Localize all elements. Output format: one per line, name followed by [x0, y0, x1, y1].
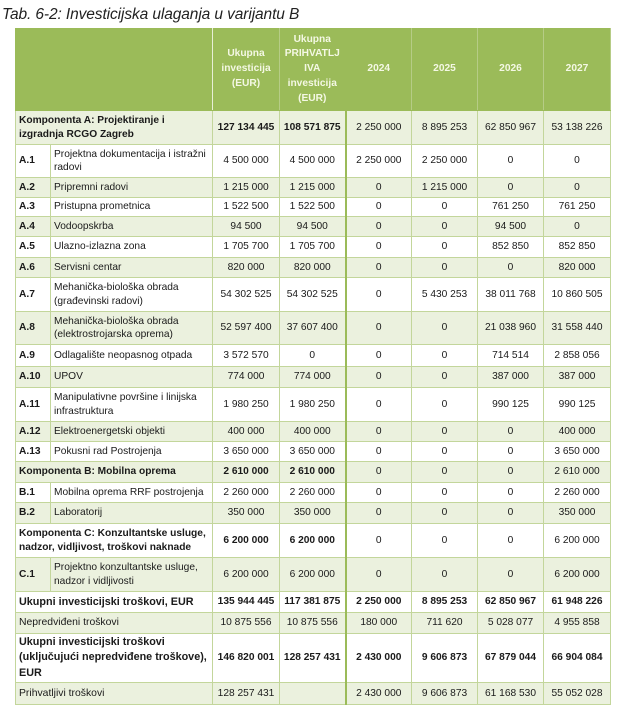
table-row — [16, 258, 611, 278]
item-code: A.9 — [16, 345, 51, 367]
cell-2025: 0 — [412, 345, 478, 367]
table-row — [16, 558, 611, 592]
cell-eligible: 1 980 250 — [280, 388, 346, 422]
cell-2025: 9 606 873 — [412, 634, 478, 683]
header-2025: 2025 — [412, 29, 478, 111]
contingency-label: Nepredviđeni troškovi — [16, 613, 213, 634]
table-row — [16, 442, 611, 462]
item-label: Laboratorij — [51, 503, 213, 524]
cell-2024: 0 — [346, 278, 412, 312]
cell-2024: 0 — [346, 503, 412, 524]
cell-2024: 2 430 000 — [346, 634, 412, 683]
item-label: Manipulativne površine i linijska infrastruktura — [51, 388, 213, 422]
table-caption: Tab. 6-2: Investicijska ulaganja u varijantu B — [2, 6, 300, 23]
cell-2027: 31 558 440 — [544, 312, 611, 345]
cell-eligible: 820 000 — [280, 258, 346, 278]
header-line: investicija — [221, 63, 271, 75]
cell-2027: 0 — [544, 145, 611, 178]
cell-2025: 0 — [412, 462, 478, 483]
eligible-costs-label: Prihvatljivi troškovi — [16, 683, 213, 705]
cell-2026: 0 — [478, 462, 544, 483]
header-line: (EUR) — [298, 92, 327, 104]
cell-2024: 0 — [346, 198, 412, 217]
header-2027: 2027 — [544, 29, 611, 111]
grand-total-label: Ukupni investicijski troškovi (uključujući nepredviđene troškove), EUR — [16, 634, 213, 683]
cell-2027: 2 858 056 — [544, 345, 611, 367]
cell-2026: 0 — [478, 524, 544, 558]
cell-2025: 9 606 873 — [412, 683, 478, 705]
cell-eligible: 3 650 000 — [280, 442, 346, 462]
table-row — [16, 178, 611, 198]
cell-2025: 0 — [412, 422, 478, 442]
cell-eligible: 400 000 — [280, 422, 346, 442]
total-row — [16, 592, 611, 613]
cell-2025: 0 — [412, 388, 478, 422]
component-row-c — [16, 524, 611, 558]
cell-2027: 0 — [544, 217, 611, 237]
cell-total: 820 000 — [213, 258, 280, 278]
component-label: Komponenta C: Konzultantske usluge, nadzor, vidljivost, troškovi naknade — [16, 524, 213, 558]
grand-total-row — [16, 634, 611, 683]
table-row — [16, 198, 611, 217]
cell-2027: 3 650 000 — [544, 442, 611, 462]
table-row — [16, 367, 611, 388]
table-row — [16, 312, 611, 345]
cell-2027: 66 904 084 — [544, 634, 611, 683]
cell-2027: 61 948 226 — [544, 592, 611, 613]
cell-2026: 38 011 768 — [478, 278, 544, 312]
cell-2027: 387 000 — [544, 367, 611, 388]
cell-2027: 2 260 000 — [544, 483, 611, 503]
cell-eligible: 1 215 000 — [280, 178, 346, 198]
cell-2026: 94 500 — [478, 217, 544, 237]
cell-total: 6 200 000 — [213, 524, 280, 558]
cell-2024: 0 — [346, 237, 412, 258]
cell-2026: 0 — [478, 258, 544, 278]
cell-2025: 8 895 253 — [412, 111, 478, 145]
cell-2026: 62 850 967 — [478, 111, 544, 145]
item-label: Elektroenergetski objekti — [51, 422, 213, 442]
cell-2025: 0 — [412, 237, 478, 258]
cell-2027: 6 200 000 — [544, 558, 611, 592]
cell-eligible: 108 571 875 — [280, 111, 346, 145]
cell-2024: 2 250 000 — [346, 592, 412, 613]
cell-2025: 0 — [412, 367, 478, 388]
component-label: Komponenta A: Projektiranje i izgradnja RCGO Zagreb — [16, 111, 213, 145]
item-code: A.5 — [16, 237, 51, 258]
cell-2026: 21 038 960 — [478, 312, 544, 345]
cell-total: 127 134 445 — [213, 111, 280, 145]
cell-eligible: 6 200 000 — [280, 558, 346, 592]
item-label: Vodoopskrba — [51, 217, 213, 237]
table-row — [16, 217, 611, 237]
cell-2025: 0 — [412, 198, 478, 217]
table-row — [16, 145, 611, 178]
cell-2027: 53 138 226 — [544, 111, 611, 145]
header-line: Ukupna — [227, 48, 265, 60]
component-row-b — [16, 462, 611, 483]
cell-2026: 0 — [478, 145, 544, 178]
item-label: Odlagalište neopasnog otpada — [51, 345, 213, 367]
item-code: A.13 — [16, 442, 51, 462]
cell-total: 2 260 000 — [213, 483, 280, 503]
cell-2024: 0 — [346, 312, 412, 345]
cell-2025: 0 — [412, 503, 478, 524]
item-label: Ulazno-izlazna zona — [51, 237, 213, 258]
item-label: Projektno konzultantske usluge, nadzor i vidljivosti — [51, 558, 213, 592]
cell-eligible: 94 500 — [280, 217, 346, 237]
header-line: PRIHVATLJ — [284, 48, 340, 60]
cell-2027: 350 000 — [544, 503, 611, 524]
cell-total: 1 980 250 — [213, 388, 280, 422]
cell-2024: 0 — [346, 558, 412, 592]
cell-2026: 67 879 044 — [478, 634, 544, 683]
table-row — [16, 388, 611, 422]
table-row — [16, 422, 611, 442]
cell-2027: 6 200 000 — [544, 524, 611, 558]
cell-eligible: 4 500 000 — [280, 145, 346, 178]
cell-2025: 1 215 000 — [412, 178, 478, 198]
item-label: Servisni centar — [51, 258, 213, 278]
header-line: investicija — [287, 77, 337, 89]
cell-2026: 761 250 — [478, 198, 544, 217]
cell-2026: 387 000 — [478, 367, 544, 388]
eligible-costs-row — [16, 683, 611, 705]
header-blank — [16, 29, 213, 111]
cell-2027: 820 000 — [544, 258, 611, 278]
cell-2026: 0 — [478, 503, 544, 524]
cell-2026: 0 — [478, 422, 544, 442]
investment-table — [15, 28, 611, 705]
table-row — [16, 345, 611, 367]
cell-total: 10 875 556 — [213, 613, 280, 634]
cell-eligible: 128 257 431 — [280, 634, 346, 683]
cell-eligible — [280, 683, 346, 705]
cell-eligible: 774 000 — [280, 367, 346, 388]
cell-2025: 0 — [412, 524, 478, 558]
cell-total: 3 572 570 — [213, 345, 280, 367]
cell-2025: 2 250 000 — [412, 145, 478, 178]
header-line: Ukupna — [293, 33, 331, 45]
cell-2026: 0 — [478, 558, 544, 592]
cell-total: 128 257 431 — [213, 683, 280, 705]
cell-2024: 0 — [346, 483, 412, 503]
cell-2025: 8 895 253 — [412, 592, 478, 613]
cell-eligible: 117 381 875 — [280, 592, 346, 613]
cell-total: 774 000 — [213, 367, 280, 388]
cell-2024: 0 — [346, 367, 412, 388]
cell-total: 146 820 001 — [213, 634, 280, 683]
cell-total: 350 000 — [213, 503, 280, 524]
cell-2024: 2 430 000 — [346, 683, 412, 705]
cell-2024: 0 — [346, 462, 412, 483]
cell-2024: 0 — [346, 442, 412, 462]
item-label: Mobilna oprema RRF postrojenja — [51, 483, 213, 503]
item-label: Mehanička-biološka obrada (građevinski radovi) — [51, 278, 213, 312]
cell-eligible: 37 607 400 — [280, 312, 346, 345]
cell-2024: 2 250 000 — [346, 145, 412, 178]
cell-total: 6 200 000 — [213, 558, 280, 592]
cell-2027: 761 250 — [544, 198, 611, 217]
item-code: B.1 — [16, 483, 51, 503]
cell-2026: 0 — [478, 483, 544, 503]
cell-2025: 0 — [412, 312, 478, 345]
item-code: A.7 — [16, 278, 51, 312]
item-code: A.1 — [16, 145, 51, 178]
cell-2026: 852 850 — [478, 237, 544, 258]
cell-2024: 0 — [346, 388, 412, 422]
cell-2027: 852 850 — [544, 237, 611, 258]
item-code: A.12 — [16, 422, 51, 442]
cell-2027: 10 860 505 — [544, 278, 611, 312]
cell-total: 1 705 700 — [213, 237, 280, 258]
cell-eligible: 350 000 — [280, 503, 346, 524]
component-row-a — [16, 111, 611, 145]
header-total-investment — [213, 29, 280, 111]
cell-eligible: 1 522 500 — [280, 198, 346, 217]
cell-total: 3 650 000 — [213, 442, 280, 462]
cell-2026: 61 168 530 — [478, 683, 544, 705]
cell-2027: 0 — [544, 178, 611, 198]
header-row — [16, 29, 611, 111]
item-code: C.1 — [16, 558, 51, 592]
item-label: Projektna dokumentacija i istražni radovi — [51, 145, 213, 178]
header-2024: 2024 — [346, 29, 412, 111]
cell-total: 400 000 — [213, 422, 280, 442]
item-code: A.4 — [16, 217, 51, 237]
cell-2026: 714 514 — [478, 345, 544, 367]
item-label: Pokusni rad Postrojenja — [51, 442, 213, 462]
cell-2024: 0 — [346, 422, 412, 442]
header-eligible-investment — [280, 29, 346, 111]
cell-2024: 0 — [346, 258, 412, 278]
cell-eligible: 6 200 000 — [280, 524, 346, 558]
item-code: B.2 — [16, 503, 51, 524]
item-label: UPOV — [51, 367, 213, 388]
cell-total: 135 944 445 — [213, 592, 280, 613]
cell-2026: 62 850 967 — [478, 592, 544, 613]
item-code: A.3 — [16, 198, 51, 217]
item-code: A.6 — [16, 258, 51, 278]
cell-2026: 990 125 — [478, 388, 544, 422]
header-line: IVA — [304, 63, 321, 75]
item-label: Pripremni radovi — [51, 178, 213, 198]
cell-total: 4 500 000 — [213, 145, 280, 178]
item-label: Mehanička-biološka obrada (elektrostrojarska oprema) — [51, 312, 213, 345]
cell-total: 1 215 000 — [213, 178, 280, 198]
component-label: Komponenta B: Mobilna oprema — [16, 462, 213, 483]
cell-2025: 0 — [412, 483, 478, 503]
cell-eligible: 1 705 700 — [280, 237, 346, 258]
cell-2027: 4 955 858 — [544, 613, 611, 634]
cell-2027: 2 610 000 — [544, 462, 611, 483]
table-row — [16, 278, 611, 312]
table-row — [16, 503, 611, 524]
cell-eligible: 2 610 000 — [280, 462, 346, 483]
contingency-row — [16, 613, 611, 634]
cell-eligible: 54 302 525 — [280, 278, 346, 312]
cell-2025: 711 620 — [412, 613, 478, 634]
item-code: A.2 — [16, 178, 51, 198]
cell-2025: 0 — [412, 558, 478, 592]
header-2026: 2026 — [478, 29, 544, 111]
cell-2024: 180 000 — [346, 613, 412, 634]
cell-2025: 0 — [412, 258, 478, 278]
cell-eligible: 0 — [280, 345, 346, 367]
cell-2024: 0 — [346, 178, 412, 198]
cell-2025: 0 — [412, 217, 478, 237]
cell-2026: 0 — [478, 178, 544, 198]
cell-total: 2 610 000 — [213, 462, 280, 483]
cell-total: 94 500 — [213, 217, 280, 237]
header-line: (EUR) — [231, 77, 261, 89]
cell-eligible: 2 260 000 — [280, 483, 346, 503]
cell-2024: 0 — [346, 217, 412, 237]
cell-2025: 5 430 253 — [412, 278, 478, 312]
cell-2025: 0 — [412, 442, 478, 462]
table-row — [16, 237, 611, 258]
cell-2024: 2 250 000 — [346, 111, 412, 145]
cell-total: 54 302 525 — [213, 278, 280, 312]
cell-total: 52 597 400 — [213, 312, 280, 345]
cell-2024: 0 — [346, 524, 412, 558]
cell-eligible: 10 875 556 — [280, 613, 346, 634]
cell-2027: 400 000 — [544, 422, 611, 442]
item-code: A.11 — [16, 388, 51, 422]
cell-2027: 55 052 028 — [544, 683, 611, 705]
cell-total: 1 522 500 — [213, 198, 280, 217]
cell-2026: 0 — [478, 442, 544, 462]
table-row — [16, 483, 611, 503]
item-label: Pristupna prometnica — [51, 198, 213, 217]
cell-2024: 0 — [346, 345, 412, 367]
cell-2027: 990 125 — [544, 388, 611, 422]
item-code: A.8 — [16, 312, 51, 345]
item-code: A.10 — [16, 367, 51, 388]
cell-2026: 5 028 077 — [478, 613, 544, 634]
total-label: Ukupni investicijski troškovi, EUR — [16, 592, 213, 613]
